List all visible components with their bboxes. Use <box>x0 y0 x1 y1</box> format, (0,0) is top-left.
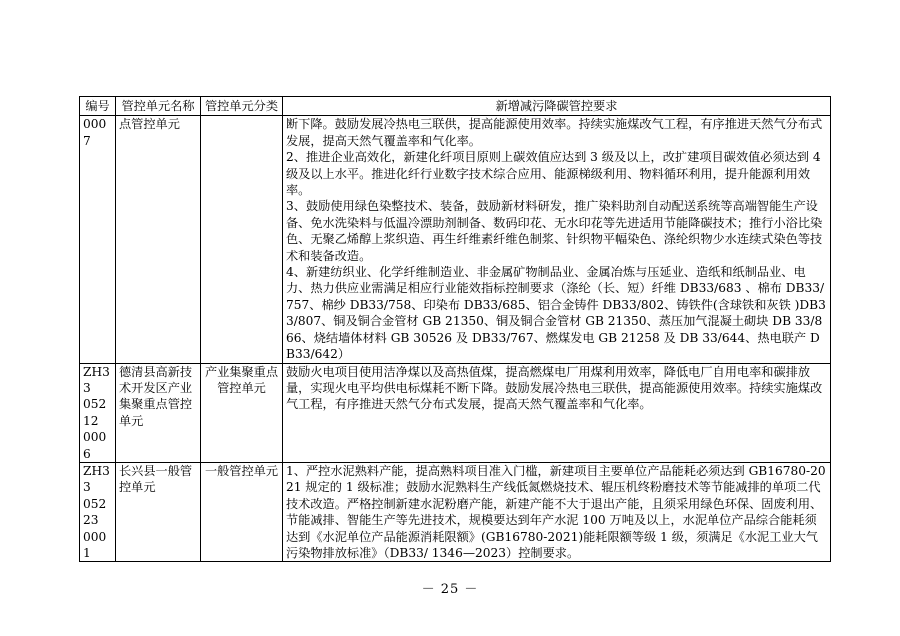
row3-id <box>80 462 116 561</box>
row2-requirements <box>283 363 831 462</box>
row1-requirements <box>283 116 831 363</box>
row1-req-para: 4、新建纺织业、化学纤维制造业、非金属矿物制品业、金属冶炼与压延业、造纸和纸制品业、电力、热力供应业需满足相应行业能效指标控制要求（涤纶（长、短）纤维 DB33/683 、棉布 DB33/757、棉纱 DB33/758、印染布 DB33/685、铝合金铸件 DB33/802、铸铁件(含球铁和灰铁 )DB33/807、铜及铜合金管材 GB 21350、铜及铜合金管材 GB 21350、蒸压加气混凝土砌块 DB 33/866、烧结墙体材料 GB 30526 及 DB33/767、燃煤发电 GB 21258 及 DB 33/644、热电联产 DB33/642） <box>286 265 826 362</box>
row1-req-para: 2、推进企业高效化，新建化纤项目原则上碳效值应达到 3 级及以上，改扩建项目碳效值必须达到 4 级及以上水平。推进化纤行业数字技术综合应用、能源梯级利用、物料循环利用，提升能源利用效率。 <box>286 150 821 198</box>
row1-unit-name: 点管控单元 <box>116 116 201 363</box>
row3-unit-category: 一般管控单元 <box>201 462 283 561</box>
header-requirements: 新增减污降碳管控要求 <box>283 97 831 116</box>
row1-unit-category <box>201 116 283 363</box>
table-row <box>80 462 831 561</box>
row2-id-line: 0006 <box>83 430 107 461</box>
row3-id-line: ZH33 <box>83 463 110 495</box>
page-number: － 25 － <box>421 582 479 597</box>
row3-requirements <box>283 462 831 561</box>
row2-unit-category: 产业集聚重点管控单元 <box>201 363 283 462</box>
table-row <box>80 116 831 363</box>
header-unit-name: 管控单元名称 <box>116 97 201 116</box>
row2-req-para: 鼓励火电项目使用洁净煤以及高热值煤，提高燃煤电厂用煤利用效率，降低电厂自用电率和碳排放量，实现火电平均供电标煤耗不断下降。鼓励发展冷热电三联供，提高能源使用效率。持续实施煤改气工程，有序推进天然气分布式发展，提高天然气覆盖率和气化率。 <box>286 364 823 412</box>
row2-id <box>80 363 116 462</box>
row3-id-line: 0001 <box>83 529 107 560</box>
header-unit-category: 管控单元分类 <box>201 97 283 116</box>
row2-id-line: ZH33 <box>83 364 110 395</box>
row3-req-para: 1、严控水泥熟料产能，提高熟料项目准入门槛，新建项目主要单位产品能耗必须达到 GB16780-2021 规定的 1 级标准；鼓励水泥熟料生产线低氮燃烧技术、辊压机终粉磨技术等节能减排的单项二代技术改造。严格控制新建水泥粉磨产能，新建产能不大于退出产能，且须采用绿色环保、固废利用、节能减排、智能生产等先进技术，规模要达到年产水泥 100 万吨及以上，水泥单位产品综合能耗须达到《水泥单位产品能源消耗限额》(GB16780-2021)能耗限额等级 1 级，须满足《水泥工业大气污染物排放标准》（DB33/ 1346—2023）控制要求。 <box>286 463 826 560</box>
row2-id-line: 05212 <box>83 397 107 428</box>
header-id: 编号 <box>80 97 116 116</box>
control-requirements-table <box>79 96 831 562</box>
row1-req-para: 断下降。鼓励发展冷热电三联供，提高能源使用效率。持续实施煤改气工程，有序推进天然气分布式发展，提高天然气覆盖率和气化率。 <box>286 117 823 148</box>
table-row <box>80 363 831 462</box>
row3-unit-name: 长兴县一般管控单元 <box>116 462 201 561</box>
row1-id: 0007 <box>80 116 116 363</box>
table-header-row <box>80 97 831 116</box>
row3-id-line: 05223 <box>83 496 107 528</box>
row1-req-para: 3、鼓励使用绿色染整技术、装备，鼓励新材料研发，推广染料助剂自动配送系统等高端智能生产设备、免水洗染料与低温冷漂助剂制备、数码印花、无水印花等先进适用节能降碳技术；推行小浴比染色、无聚乙烯醇上浆织造、再生纤维素纤维色制浆、针织物平幅染色、涤纶织物少水连续式染色等技术和装备改造。 <box>286 199 823 263</box>
row2-unit-name: 德清县高新技术开发区产业集聚重点管控单元 <box>116 363 201 462</box>
